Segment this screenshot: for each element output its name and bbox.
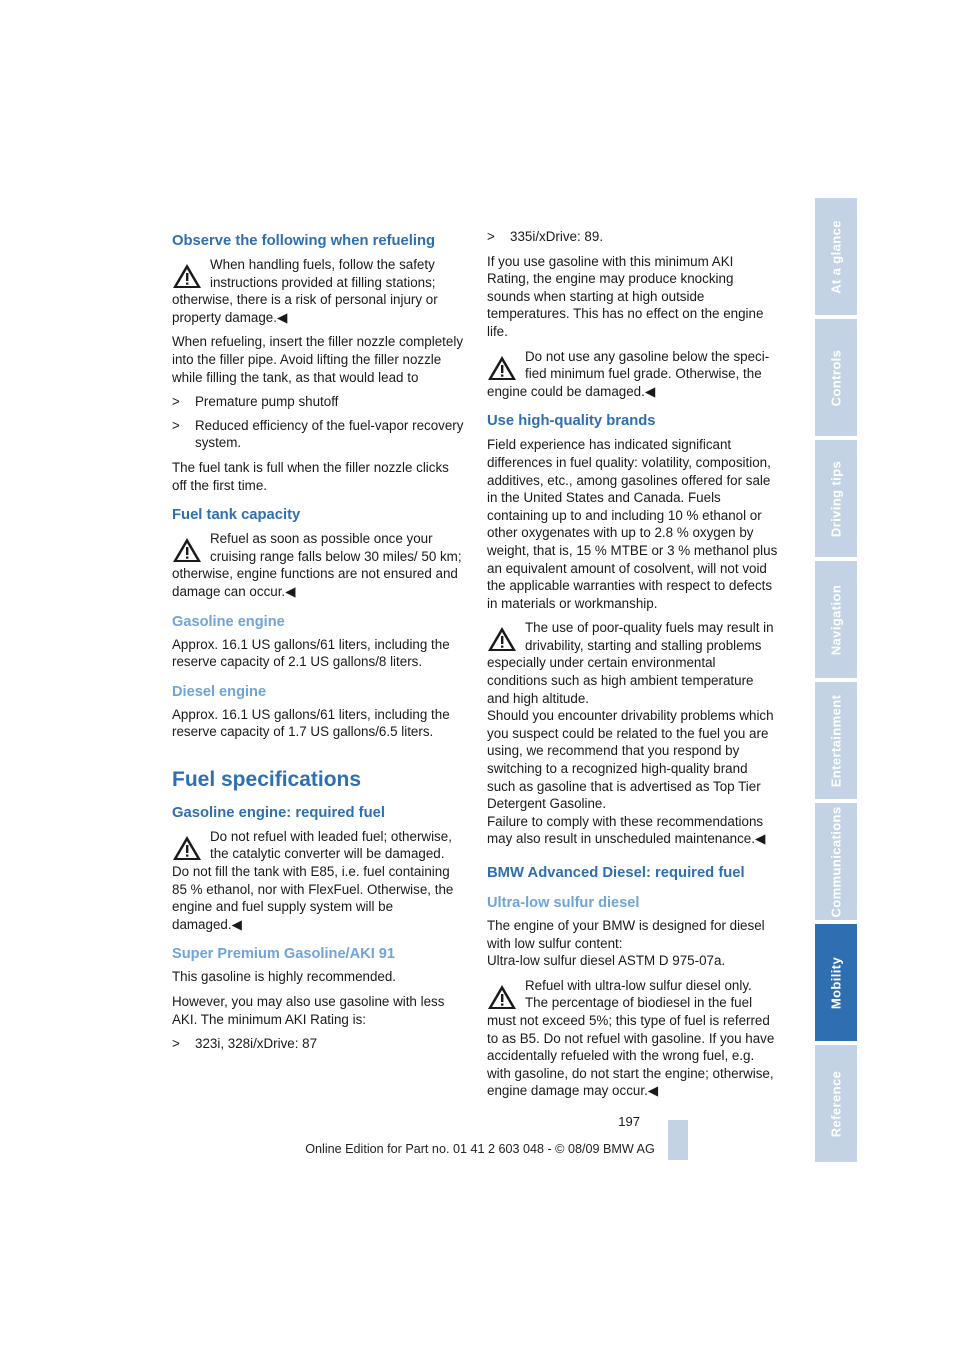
bullet-list: [172, 1035, 464, 1053]
warning-note: [172, 530, 464, 600]
warning-text: the catalytic converter will be damaged. Do not fill the tank with E85, i.e. fuel containing 85 % ethanol, nor with FlexFuel. Otherwise, the engine and fuel supply system will be damaged.◀: [172, 846, 454, 932]
list-item-text: 323i, 328i/xDrive: 87: [195, 1036, 318, 1052]
list-item-text: Reduced efficiency of the fuel-vapor recovery system.: [195, 417, 464, 451]
list-item-text: 335i/xDrive: 89.: [510, 229, 604, 244]
warning-note: [172, 256, 464, 326]
warning-note: [487, 348, 779, 401]
warning-text: drivability, starting and stalling problems especially under certain environmental conditions such as high ambient temperature and high altitude.: [487, 637, 762, 706]
warning-first-line: Do not use any gasoline below the speci-: [525, 348, 770, 364]
tab-label: Navigation: [828, 584, 844, 655]
tab-communications[interactable]: [815, 803, 857, 920]
warning-paragraph: Failure to comply with these recommendations may also result in unscheduled maintenance.◀: [487, 813, 766, 847]
tab-label: Entertainment: [828, 694, 844, 787]
warning-note: [172, 828, 464, 934]
warning-triangle-icon: [487, 983, 517, 1011]
warning-triangle-icon: [172, 262, 202, 290]
list-item: [172, 1035, 464, 1053]
page-number: 197: [618, 1114, 640, 1129]
bullet-marker: >: [172, 394, 180, 410]
paragraph: Field experience has indicated significant differences in fuel quality: volatility, composition, additives, etc., among gasolines offered for sale in the United States and Canada. Fuels containing up to and including 10 % ethanol or other oxygenates with up to 2.8 % oxygen by weight, that is, 15 % MTBE or 3 % methanol plus an equivalent amount of cosolvent, will not void the applicable warranties with respect to defects in materials or workmanship.: [487, 437, 778, 611]
paragraph: Approx. 16.1 US gallons/61 liters, including the reserve capacity of 2.1 US gallons/8 liters.: [172, 636, 450, 670]
tab-controls[interactable]: [815, 319, 857, 436]
tab-label: Communications: [828, 805, 844, 918]
tab-entertainment[interactable]: [815, 682, 857, 799]
bullet-marker: >: [487, 229, 495, 244]
warning-note: [487, 977, 779, 1100]
paragraph: However, you may also use gasoline with less AKI. The minimum AKI Rating is:: [172, 994, 445, 1027]
paragraph: This gasoline is highly recommended.: [172, 969, 397, 985]
warning-first-line: The use of poor-quality fuels may result in: [525, 620, 774, 636]
section-title: Fuel tank capacity: [172, 507, 301, 524]
warning-note: [487, 619, 779, 848]
tab-at-a-glance[interactable]: [815, 198, 857, 315]
subsection-title: Diesel engine: [172, 683, 267, 700]
paragraph: The engine of your BMW is designed for diesel with low sulfur content:: [487, 918, 765, 951]
chapter-title: Fuel specifications: [172, 767, 362, 791]
tab-driving-tips[interactable]: [815, 440, 857, 557]
chapter-tabs: [815, 198, 857, 1166]
paragraph: Ultra-low sulfur diesel ASTM D 975-07a.: [487, 953, 726, 969]
list-item: [487, 228, 779, 246]
subsection-title: Gasoline engine: [172, 613, 285, 630]
subsection-title: Super Premium Gasoline/AKI 91: [172, 946, 396, 963]
tab-label: At a glance: [828, 219, 844, 294]
warning-first-line: When handling fuels, follow the safety: [210, 257, 435, 272]
tab-label: Mobility: [828, 956, 844, 1009]
paragraph: If you use gasoline with this minimum AKI Rating, the engine may produce knocking sounds when starting at high outside temperatures. This has no effect on the engine life.: [487, 253, 764, 339]
warning-text: cruising range falls below 30 miles/ 50 km; otherwise, engine functions are not ensured and damage can occur.◀: [172, 548, 462, 599]
list-item: [172, 393, 464, 411]
paragraph: When refueling, insert the filler nozzle completely into the filler pipe. Avoid lifting the filler nozzle while filling the tank, as that would lead to: [172, 334, 464, 385]
bullet-list: [487, 228, 779, 246]
footer-text: Online Edition for Part no. 01 41 2 603 048 - © 08/09 BMW AG: [305, 1142, 655, 1156]
warning-first-line: Refuel with ultra-low sulfur diesel only.: [525, 977, 752, 993]
warning-paragraph: Should you encounter drivability problems which you suspect could be related to the fuel you are using, we recommend that you respond by switching to a recognized high-quality brand such as gasoline that is advertised as Top Tier Detergent Gasoline.: [487, 708, 774, 812]
tab-mobility[interactable]: [815, 924, 857, 1041]
list-item-text: Premature pump shutoff: [195, 394, 339, 410]
section-title: Observe the following when refueling: [172, 233, 436, 249]
right-column: [487, 228, 779, 1107]
warning-triangle-icon: [487, 625, 517, 653]
warning-text: instructions provided at filling stations; otherwise, there is a risk of personal injury or property damage.◀: [172, 274, 438, 325]
paragraph: The fuel tank is full when the filler nozzle clicks off the first time.: [172, 459, 449, 493]
bullet-marker: >: [172, 417, 180, 433]
warning-triangle-icon: [172, 536, 202, 564]
warning-triangle-icon: [172, 834, 202, 862]
left-column: [172, 228, 464, 1060]
paragraph: Approx. 16.1 US gallons/61 liters, including the reserve capacity of 1.7 US gallons/6.5 liters.: [172, 706, 450, 740]
tab-label: Controls: [828, 349, 844, 406]
warning-text: The percentage of biodiesel in the fuel must not exceed 5%; this type of fuel is referred to as B5. Do not refuel with gasoline. If you have accidentally refueled with the wrong fuel, e.g. with gasoline, do not start the engine; otherwise, engine damage may occur.◀: [487, 995, 775, 1099]
list-item: [172, 417, 464, 452]
tab-label: Reference: [828, 1070, 844, 1137]
tab-label: Driving tips: [828, 460, 844, 537]
bullet-marker: >: [172, 1036, 180, 1052]
section-title: Use high-quality brands: [487, 413, 656, 430]
warning-first-line: Do not refuel with leaded fuel; otherwise,: [210, 828, 452, 844]
tab-navigation[interactable]: [815, 561, 857, 678]
section-title: BMW Advanced Diesel: required fuel: [487, 865, 745, 881]
bullet-list: [172, 393, 464, 452]
warning-text: fied minimum fuel grade. Otherwise, the engine could be damaged.◀: [487, 366, 762, 399]
subsection-title: Ultra-low sulfur diesel: [487, 895, 640, 911]
warning-first-line: Refuel as soon as possible once your: [210, 531, 433, 547]
warning-triangle-icon: [487, 354, 517, 382]
section-title: Gasoline engine: required fuel: [172, 804, 385, 821]
